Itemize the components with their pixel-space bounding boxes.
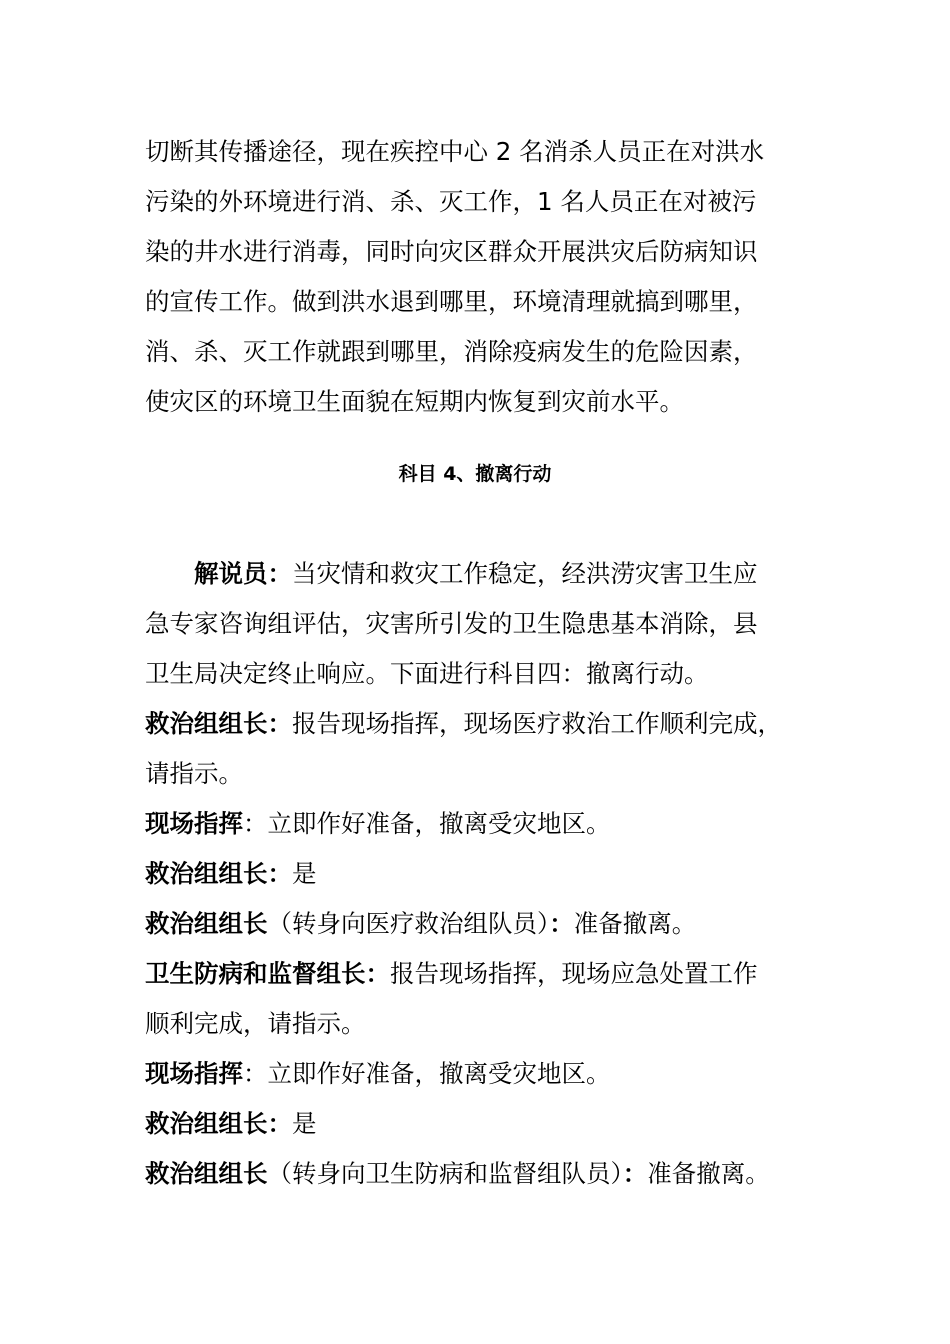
dialogue-text: （转身向医疗救治组队员） — [267, 909, 550, 938]
dialogue-tail: 准备撤离。 — [647, 1159, 770, 1188]
dialogue-continuation: 顺利完成，请指示。 — [145, 1009, 366, 1038]
dialogue-text: 是 — [292, 1109, 317, 1138]
dialogue-line — [145, 849, 835, 899]
narrator-speaker: 解说员： — [194, 559, 292, 588]
dialogue-colon: ： — [622, 1159, 648, 1188]
dialogue-text: ：立即作好准备，撤离受灾地区。 — [243, 1059, 611, 1088]
dialogue-line — [145, 899, 835, 949]
narrator-paragraph — [145, 549, 835, 699]
dialogue-line — [145, 1099, 835, 1149]
narrator-text: 当灾情和救灾工作稳定，经洪涝灾害卫生应 — [292, 559, 758, 588]
section-heading: 科目 4、撤离行动 — [398, 463, 552, 485]
dialogue-text: （转身向卫生防病和监督组队员） — [267, 1159, 623, 1188]
speaker-name: 救治组组长： — [145, 1109, 292, 1138]
intro-line: 染的井水进行消毒，同时向灾区群众开展洪灾后防病知识 — [145, 237, 758, 266]
narrator-line — [145, 549, 835, 599]
speaker-name: 卫生防病和监督组长： — [145, 959, 390, 988]
narrator-line: 卫生局决定终止响应。下面进行科目四：撤离行动。 — [145, 659, 709, 688]
speaker-name: 救治组组长： — [145, 859, 292, 888]
intro-line: 使灾区的环境卫生面貌在短期内恢复到灾前水平。 — [145, 387, 684, 416]
speaker-name: 救治组组长 — [145, 1159, 268, 1188]
dialogue-line — [145, 1149, 835, 1199]
narrator-line: 急专家咨询组评估，灾害所引发的卫生隐患基本消除，县 — [145, 609, 758, 638]
dialogue-line — [145, 699, 835, 749]
dialogue-colon: ： — [549, 909, 574, 938]
speaker-name: 现场指挥 — [145, 809, 243, 838]
dialogue-text: ：立即作好准备，撤离受灾地区。 — [243, 809, 611, 838]
dialogue-continuation: 请指示。 — [145, 759, 243, 788]
dialogue-line — [145, 799, 835, 849]
intro-line: 污染的外环境进行消、杀、灭工作，1 名人员正在对被污 — [145, 187, 757, 216]
dialogue-block — [145, 699, 835, 1199]
intro-line: 的宣传工作。做到洪水退到哪里，环境清理就搞到哪里， — [145, 287, 758, 316]
dialogue-tail: 准备撤离。 — [573, 909, 697, 938]
intro-line: 消、杀、灭工作就跟到哪里，消除疫病发生的危险因素， — [145, 337, 758, 366]
dialogue-line — [145, 949, 835, 999]
intro-line: 切断其传播途径，现在疾控中心 2 名消杀人员正在对洪水 — [145, 137, 765, 166]
dialogue-text: 是 — [292, 859, 317, 888]
speaker-name: 现场指挥 — [145, 1059, 243, 1088]
dialogue-text: 报告现场指挥，现场医疗救治工作顺利完成， — [292, 709, 782, 738]
intro-paragraph — [145, 127, 835, 427]
speaker-name: 救治组组长： — [145, 709, 292, 738]
dialogue-line — [145, 1049, 835, 1099]
speaker-name: 救治组组长 — [145, 909, 268, 938]
dialogue-text: 报告现场指挥，现场应急处置工作 — [390, 959, 758, 988]
